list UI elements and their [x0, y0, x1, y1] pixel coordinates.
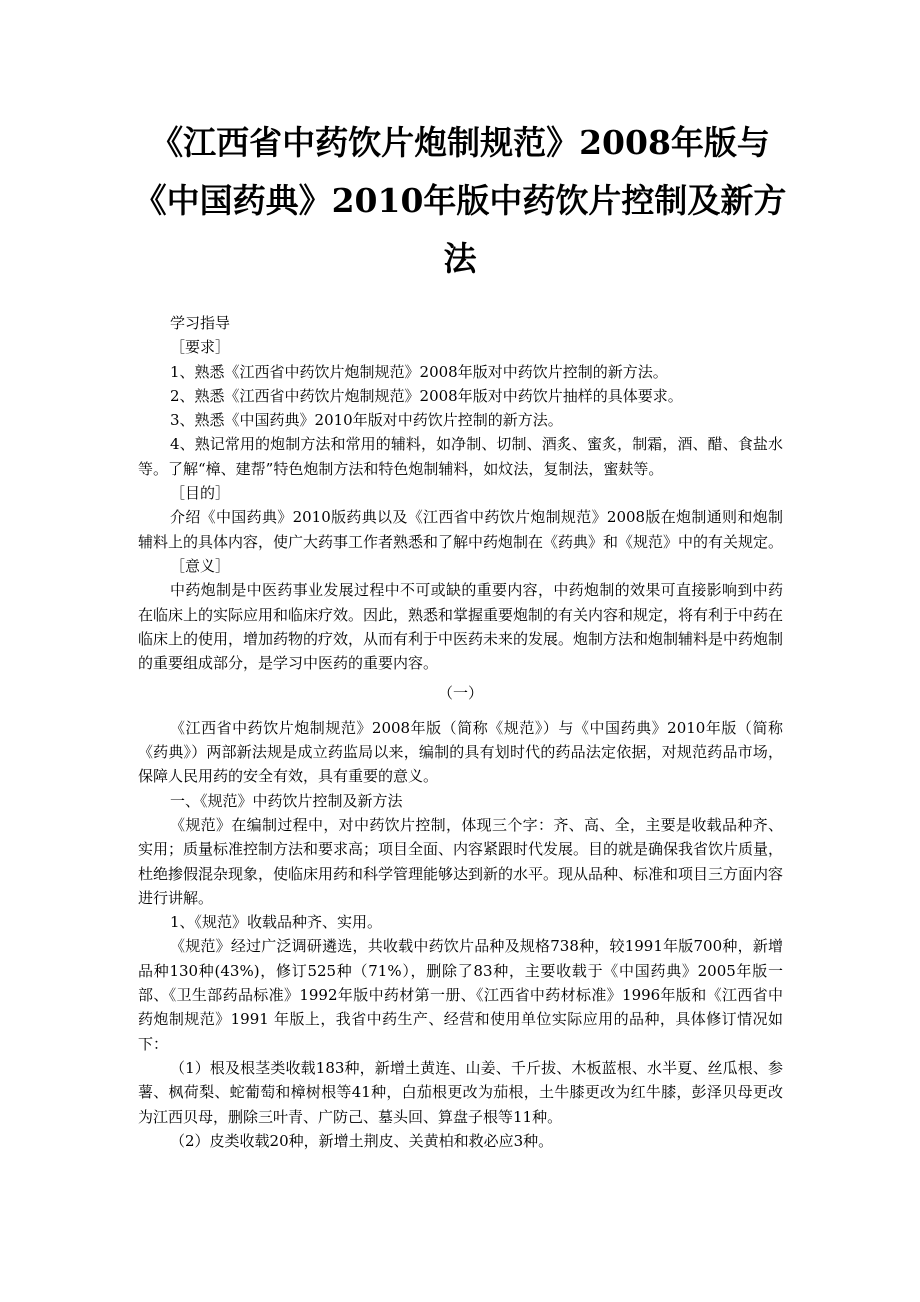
requirement-item-2: 2、熟悉《江西省中药饮片炮制规范》2008年版对中药饮片抽样的具体要求。	[170, 386, 683, 405]
title-line-1: 《江西省中药饮片炮制规范》2008年版与	[150, 123, 770, 162]
intro-paragraph: 《江西省中药饮片炮制规范》2008年版（简称《规范》）与《中国药典》2010年版（简称《药典》）两部新法规是成立药监局以来，编制的具有划时代的药品法定依据，对规范药品市场，保障人民用药的安全有效，具有重要的意义。	[138, 718, 783, 786]
requirement-item-3: 3、熟悉《中国药典》2010年版对中药饮片控制的新方法。	[170, 411, 563, 430]
significance-heading: ［意义］	[170, 556, 231, 575]
document-title	[120, 114, 800, 288]
document-body	[138, 311, 783, 1153]
title-line-3: 法	[443, 239, 477, 278]
purpose-paragraph: 介绍《中国药典》2010版药典以及《江西省中药饮片炮制规范》2008版在炮制通则和炮制辅料上的具体内容，使广大药事工作者熟悉和了解中药炮制在《药典》和《规范》中的有关规定。	[138, 508, 784, 551]
section-heading-1: 一、《规范》中药饮片控制及新方法	[170, 791, 403, 810]
purpose-heading: ［目的］	[170, 484, 231, 503]
varieties-paragraph: 《规范》经过广泛调研遴选，共收载中药饮片品种及规格738种，较1991年版700种，新增品种130种(43%)，修订525种（71%），删除了83种，主要收载于《中国药典》2005年版一部、《卫生部药品标准》1992年版中药材第一册、《江西省中药材标准》1996年版和《江西省中药炮制规范》1991 年版上，我省中药生产、经营和使用单位实际应用的品种，具体修订情况如下：	[138, 937, 783, 1053]
section-number: （一）	[437, 684, 483, 703]
title-line-2: 《中国药典》2010年版中药饮片控制及新方	[133, 181, 787, 220]
subsection-heading-1: 1、《规范》收载品种齐、实用。	[170, 913, 383, 932]
study-guide-heading: 学习指导	[170, 314, 231, 332]
requirement-item-4: 4、熟记常用的炮制方法和常用的辅料，如净制、切制、酒炙、蜜炙，制霜，酒、醋、食盐水等。了解“樟、建帮”特色炮制方法和特色炮制辅料，如炆法，复制法，蜜麸等。	[138, 435, 783, 478]
bark-paragraph: （2）皮类收载20种，新增土荆皮、关黄柏和救必应3种。	[170, 1131, 554, 1150]
requirements-heading: ［要求］	[170, 338, 231, 357]
roots-paragraph: （1）根及根茎类收载183种，新增土黄连、山姜、千斤拔、木板蓝根、水半夏、丝瓜根、参薯、枫荷梨、蛇葡萄和樟树根等41种，白茄根更改为茄根，土牛膝更改为红牛膝，彭泽贝母更改为江西贝母，删除三叶青、广防己、墓头回、算盘子根等11种。	[138, 1058, 783, 1126]
requirement-item-1: 1、熟悉《江西省中药饮片炮制规范》2008年版对中药饮片控制的新方法。	[170, 362, 668, 381]
significance-paragraph: 中药炮制是中医药事业发展过程中不可或缺的重要内容，中药炮制的效果可直接影响到中药在临床上的实际应用和临床疗效。因此，熟悉和掌握重要炮制的有关内容和规定，将有利于中药在临床上的使用，增加药物的疗效，从而有利于中医药未来的发展。炮制方法和炮制辅料是中药炮制的重要组成部分，是学习中医药的重要内容。	[138, 581, 784, 673]
standards-paragraph: 《规范》在编制过程中，对中药饮片控制，体现三个字：齐、高、全，主要是收载品种齐、实用；质量标准控制方法和要求高；项目全面、内容紧跟时代发展。目的就是确保我省饮片质量，杜绝掺假混杂现象，使临床用药和科学管理能够达到新的水平。现从品种、标准和项目三方面内容进行讲解。	[138, 815, 784, 907]
